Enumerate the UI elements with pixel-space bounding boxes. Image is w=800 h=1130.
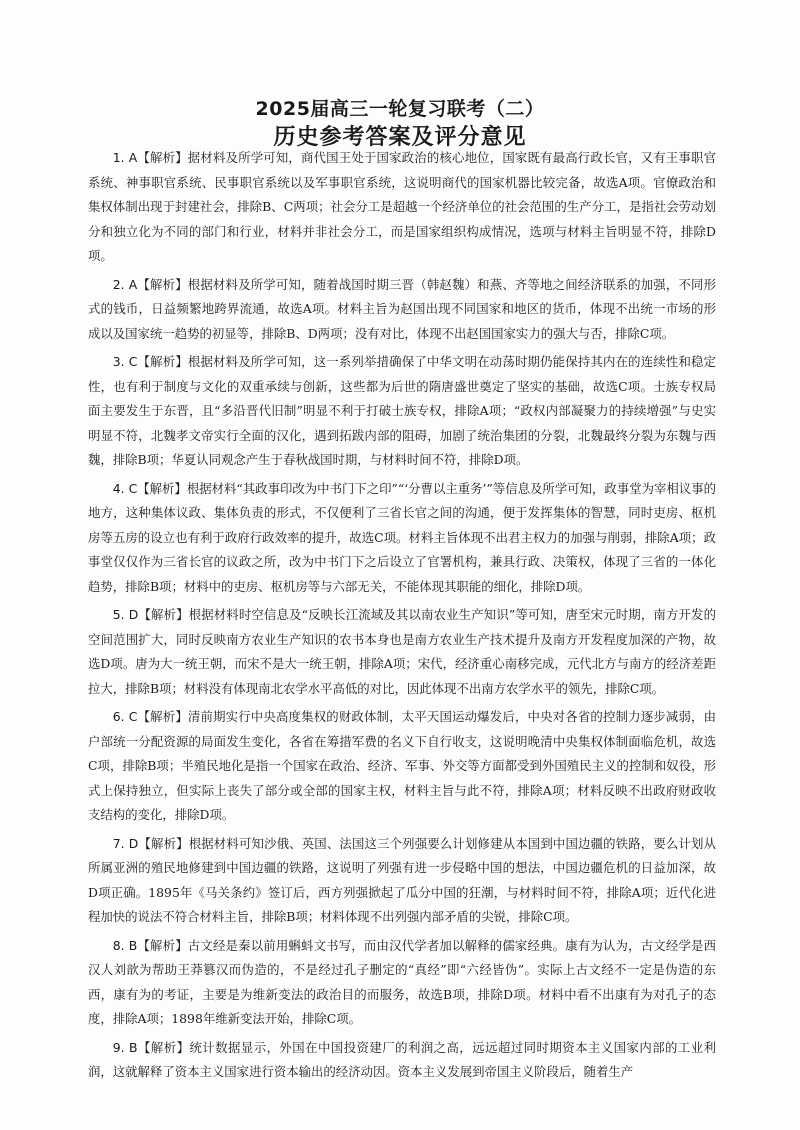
item-answer: C (128, 480, 138, 496)
item-tag: 【解析】 (137, 480, 187, 496)
item-number: 6. (112, 709, 125, 724)
item-tag: 【解析】 (137, 150, 188, 165)
item-number: 4. (112, 480, 125, 496)
answer-item-7 (88, 832, 716, 930)
item-answer: B (129, 1039, 138, 1055)
item-text: 统计数据显示，外国在中国投资建厂的利润之高，远远超过同时期资本主义国家内部的工业利润，这就解释了资本主义国家进行资本输出的经济动因。资本主义发展到帝国主义阶段后，随着生产 (88, 1039, 716, 1079)
item-number: 9. (112, 1039, 125, 1055)
answer-item-3 (88, 350, 716, 473)
item-text: 清前期实行中央高度集权的财政体制，太平天国运动爆发后，中央对各省的控制力逐步减弱，由户部统一分配资源的局面发生变化，各省在筹措军费的名义下自行收支，这说明晚清中央集权体制面临危机，故选C项，排除B项；半殖民地化是指一个国家在政治、经济、军事、外交等方面都受到外国殖民主义的控制和奴役，形式上保持独立，但实际上丧失了部分或全部的国家主权，材料主旨与此不符，排除A项；材料反映不出政府财政收支结构的变化，排除D项。 (88, 709, 717, 822)
answer-item-8 (88, 934, 716, 1032)
item-text: 据材料及所学可知，商代国王处于国家政治的核心地位，国家既有最高行政长官，又有王事职官系统、神事职官系统、民事职官系统以及军事职官系统，这说明商代的国家机器比较完备，故选A项。官僚政治和集权体制出现于封建社会，排除B、C两项；社会分工是超越一个经济单位的社会范围的生产分工，是指社会劳动划分和独立化为不同的部门和行业，材料并非社会分工，而是国家组织构成情况，选项与材料主旨明显不符，排除D项。 (88, 150, 717, 263)
item-tag: 【解析】 (137, 354, 188, 369)
answer-item-4 (88, 477, 716, 600)
item-answer: A (128, 150, 138, 165)
document-title: 2025届高三一轮复习联考（二） (255, 98, 545, 120)
answer-item-5 (88, 603, 716, 701)
item-answer: D (128, 835, 139, 851)
item-tag: 【解析】 (137, 1039, 190, 1055)
item-tag: 【解析】 (137, 937, 188, 953)
item-number: 7. (112, 835, 125, 851)
item-text: 根据材料及所学可知，这一系列举措确保了中华文明在动荡时期仍能保持其内在的连续性和稳定性，也有利于制度与文化的双重承续与创新，这些都为后世的隋唐盛世奠定了坚实的基础，故选C项。士族专权局面主要发生于东晋，且“多沿晋代旧制”明显不利于打破士族专权，排除A项；“政权内部凝聚力的持续增强”与史实明显不符，北魏孝文帝实行全面的汉化，遇到拓跋内部的阻碍，加剧了统治集团的分裂，北魏最终分裂为东魏与西魏，排除B项；华夏认同观念产生于春秋战国时期，与材料时间不符，排除D项。 (88, 354, 717, 467)
item-number: 8. (112, 937, 125, 953)
item-number: 3. (112, 354, 125, 369)
item-tag: 【解析】 (137, 709, 188, 724)
answer-item-9 (88, 1036, 716, 1085)
item-number: 2. (112, 276, 125, 292)
item-answer: D (128, 607, 139, 622)
item-answer: C (128, 354, 138, 369)
item-number: 5. (112, 607, 125, 622)
item-tag: 【解析】 (138, 607, 189, 622)
item-text: 根据材料可知沙俄、英国、法国这三个列强要么计划修建从本国到中国边疆的铁路，要么计划从所属亚洲的殖民地修建到中国边疆的铁路，这说明了列强有进一步侵略中国的想法，中国边疆危机的日益加深，故D项正确。1895年《马关条约》签订后，西方列强掀起了瓜分中国的狂潮，与材料时间不符，排除A项；近代化进程加快的说法不符合材料主旨，排除B项；材料体现不出列强内部矛盾的尖锐，排除C项。 (88, 835, 716, 924)
answer-list (88, 146, 716, 1085)
document-subtitle: 历史参考答案及评分意见 (273, 125, 527, 150)
item-text: 根据材料及所学可知，随着战国时期三晋（韩赵魏）和燕、齐等地之间经济联系的加强，不同形式的钱币，日益频繁地跨界流通，故选A项。材料主旨为赵国出现不同国家和地区的货币，体现不出统一市场的形成以及国家统一趋势的初显等，排除B、D两项；没有对比，体现不出赵国国家实力的强大与否，排除C项。 (88, 276, 717, 341)
item-answer: A (128, 276, 138, 292)
item-tag: 【解析】 (138, 835, 189, 851)
item-number: 1. (112, 150, 125, 165)
item-answer: B (128, 937, 138, 953)
answer-item-2 (88, 273, 716, 347)
item-tag: 【解析】 (137, 276, 188, 292)
answer-item-6 (88, 705, 716, 828)
item-text: 根据材料时空信息及“反映长江流域及其以南农业生产知识”等可知，唐至宋元时期，南方开发的空间范围扩大，同时反映南方农业生产知识的农书本身也是南方农业生产技术提升及南方开发程度加深的产物，故选D项。唐为大一统王朝，而宋不是大一统王朝，排除A项；宋代，经济重心南移完成，元代北方与南方的经济差距拉大，排除B项；材料没有体现南北农学水平高低的对比，因此体现不出南方农学水平的领先，排除C项。 (88, 607, 716, 696)
item-text: 根据材料“其政事印改为中书门下之印”“‘分曹以主重务’”等信息及所学可知，政事堂为宰相议事的地方，这种集体议政、集体负责的形式，不仅便利了三省长官之间的沟通，便于发挥集体的智慧，同时吏房、枢机房等五房的设立也有利于政府行政效率的提升，故选C项。材料主旨体现不出君主权力的加强与削弱，排除A项；政事堂仅仅作为三省长官的议政之所，改为中书门下之后设立了官署机构，兼具行政、决策权，体现了三省的一体化趋势，排除B项；材料中的吏房、枢机房等与六部无关，不能体现其职能的细化，排除D项。 (88, 480, 716, 594)
item-text: 古文经是秦以前用蝌蚪文书写，而由汉代学者加以解释的儒家经典。康有为认为，古文经学是西汉人刘歆为帮助王莽篡汉而伪造的，不是经过孔子删定的“真经”即“六经皆伪”。实际上古文经不一定是伪造的东西，康有为的考证，主要是为维新变法的政治目的而服务，故选B项，排除D项。材料中看不出康有为对孔子的态度，排除A项；1898年维新变法开始，排除C项。 (88, 937, 716, 1026)
item-answer: C (128, 709, 138, 724)
answer-item-1 (88, 146, 716, 269)
